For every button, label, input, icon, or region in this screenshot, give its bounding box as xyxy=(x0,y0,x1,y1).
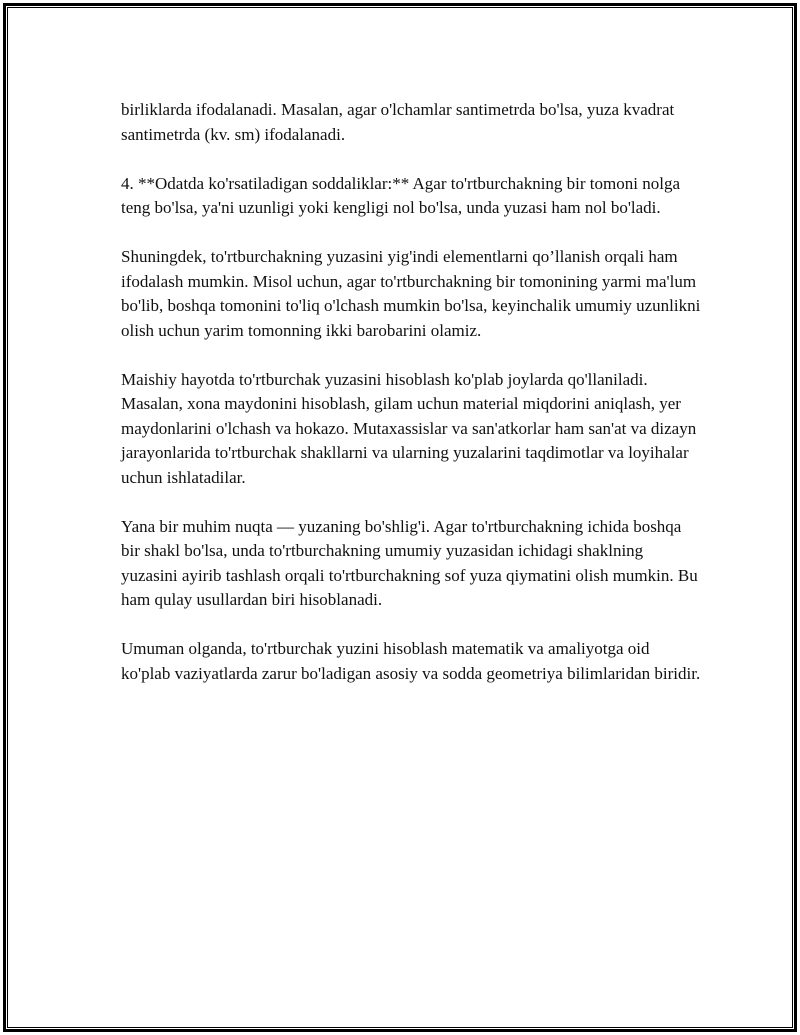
paragraph-everyday-use: Maishiy hayotda to'rtburchak yuzasini hisoblash ko'plab joylarda qo'llaniladi. Masalan, xona maydonini hisoblash, gilam uchun material miqdorini aniqlash, yer maydonlarini o'lchash va hokazo. Mutaxassislar va san'atkorlar ham san'at va dizayn jarayonlarida to'rtburchak shakllarni va ularning yuzalarini taqdimotlar va loyihalar uchun ishlatadilar. xyxy=(121,369,697,487)
document-body xyxy=(121,98,701,711)
paragraph-units: birliklarda ifodalanadi. Masalan, agar o'lchamlar santimetrda bo'lsa, yuza kvadrat santimetrda (kv. sm) ifodalanadi. xyxy=(121,100,675,144)
paragraph-cutout-area: Yana bir muhim nuqta — yuzaning bo'shlig'i. Agar to'rtburchakning ichida boshqa bir shakl bo'lsa, unda to'rtburchakning umumiy yuzasidan ichidagi shaklning yuzasini ayirib tashlash orqali to'rtburchakning sof yuza qiymatini olish mumkin. Bu ham qulay usullardan biri hisoblanadi. xyxy=(121,516,698,609)
paragraph-sum-elements: Shuningdek, to'rtburchakning yuzasini yig'indi elementlarni qo’llanish orqali ham ifodalash mumkin. Misol uchun, agar to'rtburchakning bir tomonining yarmi ma'lum bo'lib, boshqa tomonini to'liq o'lchash mumkin bo'lsa, keyinchalik umumiy uzunlikni olish uchun yarim tomonning ikki barobarini olamiz. xyxy=(121,247,701,340)
paragraph-conclusion: Umuman olganda, to'rtburchak yuzini hisoblash matematik va amaliyotga oid ko'plab vaziyatlarda zarur bo'ladigan asosiy va sodda geometriya bilimlaridan biridir. xyxy=(121,639,701,683)
page-border xyxy=(3,3,797,1032)
paragraph-simplifications: 4. **Odatda ko'rsatiladigan soddaliklar:** Agar to'rtburchakning bir tomoni nolga teng bo'lsa, ya'ni uzunligi yoki kengligi nol bo'lsa, unda yuzasi ham nol bo'ladi. xyxy=(121,173,680,217)
